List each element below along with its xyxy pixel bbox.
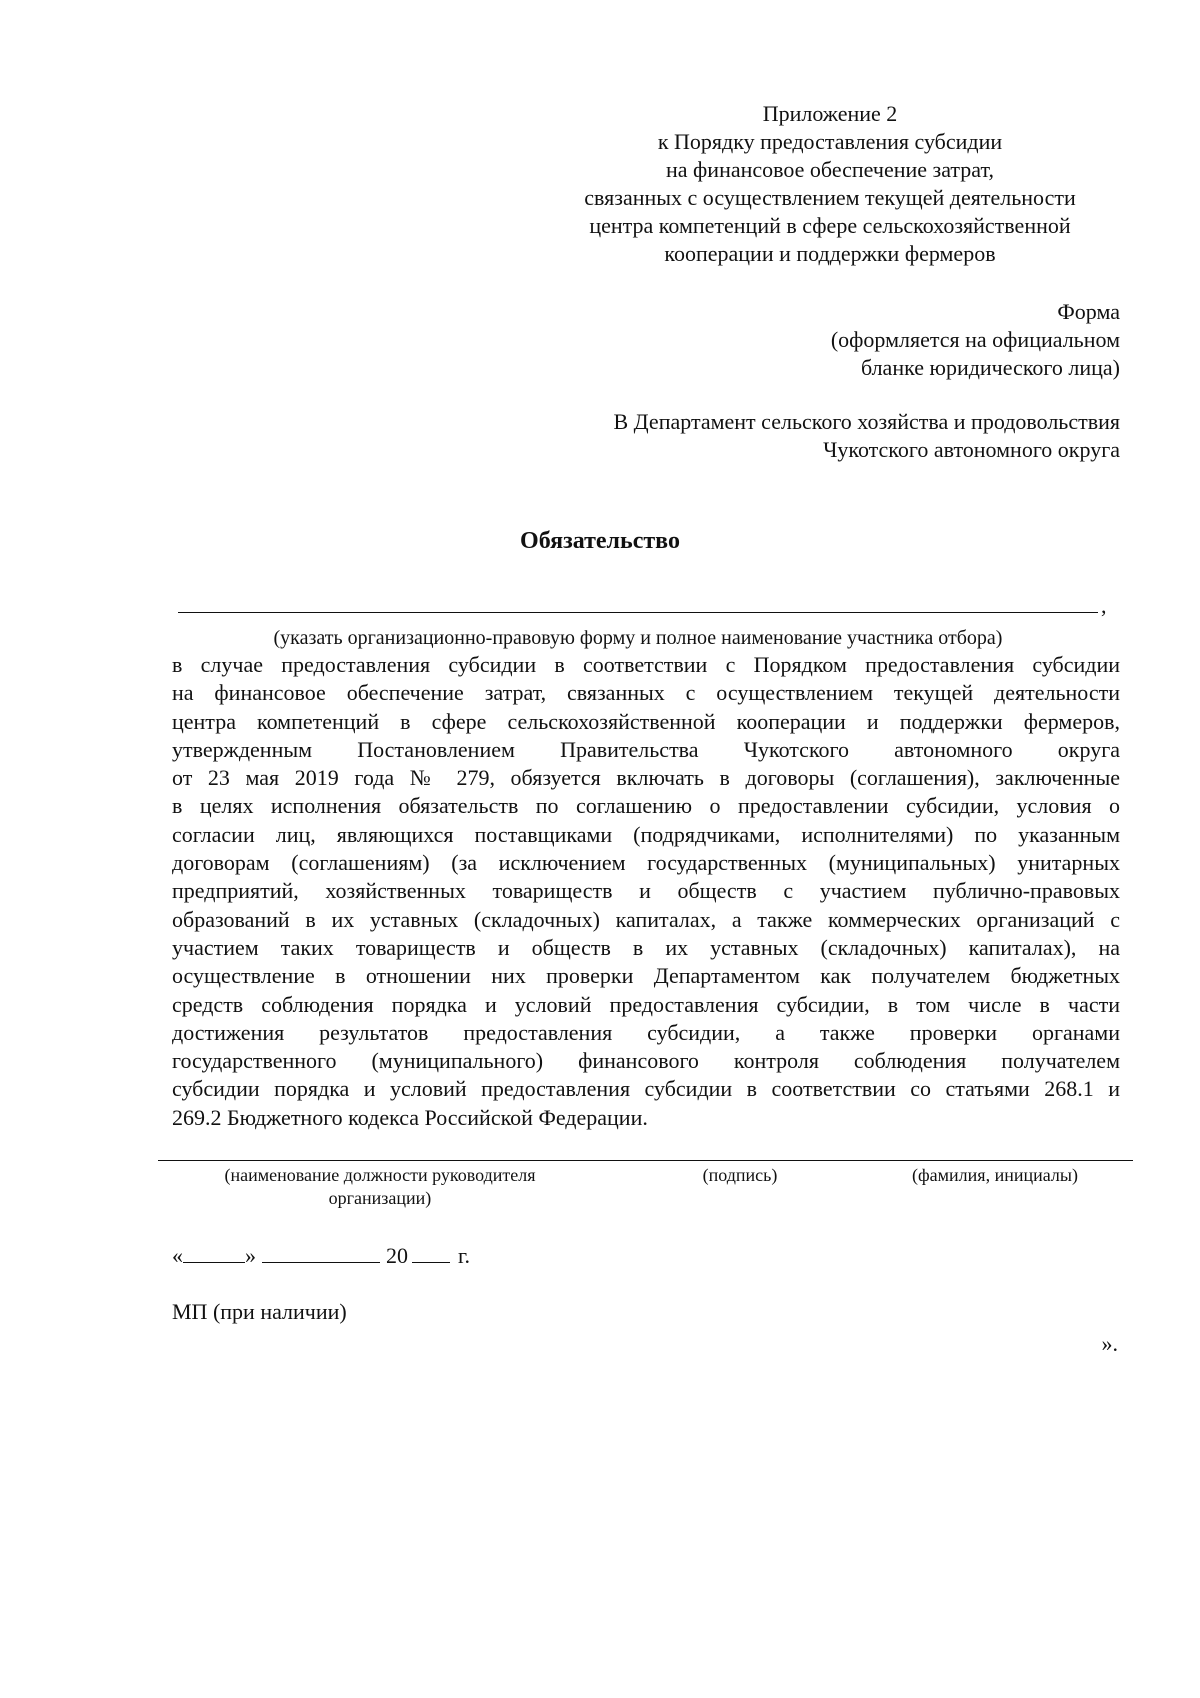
body-line: утвержденным Постановлением Правительства Чукотского автономного округа xyxy=(172,736,1120,762)
signature-position-label xyxy=(200,1164,560,1210)
participant-name-blank xyxy=(178,611,1098,613)
body-line: от 23 мая 2019 года № 279, обязуется включать в договоры (соглашения), заключенные xyxy=(172,765,1120,791)
appendix-header xyxy=(540,100,1120,268)
date-open-quote: « xyxy=(172,1243,183,1268)
body-line: на финансовое обеспечение затрат, связанных с осуществлением текущей деятельности xyxy=(172,680,1120,706)
signature-name-label: (фамилия, инициалы) xyxy=(912,1165,1078,1185)
obligation-body xyxy=(172,651,1120,1132)
date-line xyxy=(172,1242,470,1270)
signature-position-label-line: организации) xyxy=(328,1188,432,1208)
appendix-line: центра компетенций в сфере сельскохозяйственной xyxy=(589,213,1071,238)
date-century: 20 xyxy=(386,1243,408,1268)
body-line: средств соблюдения порядка и условий предоставления субсидии, в том числе в части xyxy=(172,991,1120,1017)
body-line: участием таких товариществ и обществ в их уставных (складочных) капиталах), на xyxy=(172,934,1120,960)
body-line: в случае предоставления субсидии в соответствии с Порядком предоставления субсидии xyxy=(172,652,1120,677)
addressee-line: В Департамент сельского хозяйства и продовольствия xyxy=(613,409,1120,434)
body-line: государственного (муниципального) финансового контроля соблюдения получателем xyxy=(172,1048,1120,1074)
closing-quote: ». xyxy=(1101,1331,1118,1356)
appendix-line: Приложение 2 xyxy=(762,101,898,126)
signature-line xyxy=(158,1160,1133,1161)
form-note xyxy=(831,298,1120,382)
body-line: центра компетенций в сфере сельскохозяйственной кооперации и поддержки фермеров, xyxy=(172,708,1120,734)
addressee xyxy=(613,408,1120,464)
signature-position-label-line: (наименование должности руководителя xyxy=(224,1165,536,1185)
form-note-line: Форма xyxy=(1057,299,1120,324)
form-note-line: (оформляется на официальном xyxy=(830,327,1120,352)
body-line: образований в их уставных (складочных) капиталах, а также коммерческих организаций с xyxy=(172,906,1120,932)
addressee-line: Чукотского автономного округа xyxy=(823,437,1120,462)
body-line: достижения результатов предоставления субсидии, а также проверки органами xyxy=(172,1019,1120,1045)
date-month-blank xyxy=(262,1242,380,1263)
appendix-line: к Порядку предоставления субсидии xyxy=(657,129,1003,154)
body-line: предприятий, хозяйственных товариществ и обществ с участием публично-правовых xyxy=(172,878,1120,904)
participant-comma: , xyxy=(1101,593,1107,618)
document-title: Обязательство xyxy=(520,528,680,554)
appendix-line: кооперации и поддержки фермеров xyxy=(664,241,996,266)
body-line: согласии лиц, являющихся поставщиками (подрядчиками, исполнителями) по указанным xyxy=(172,821,1120,847)
body-line: 269.2 Бюджетного кодекса Российской Федерации. xyxy=(172,1104,648,1130)
appendix-line: связанных с осуществлением текущей деятельности xyxy=(584,185,1076,210)
participant-hint: (указать организационно-правовую форму и полное наименование участника отбора) xyxy=(273,627,1003,649)
date-year-suffix: г. xyxy=(458,1243,471,1268)
date-close-quote: » xyxy=(245,1243,256,1268)
stamp-place-label: МП (при наличии) xyxy=(172,1299,347,1324)
date-year-blank xyxy=(412,1242,450,1263)
appendix-line: на финансовое обеспечение затрат, xyxy=(666,157,994,182)
signature-sign-label: (подпись) xyxy=(702,1165,778,1185)
form-note-line: бланке юридического лица) xyxy=(860,355,1120,380)
body-line: договорам (соглашениям) (за исключением государственных (муниципальных) унитарных xyxy=(172,850,1120,876)
date-day-blank xyxy=(183,1242,245,1263)
body-line: в целях исполнения обязательств по соглашению о предоставлении субсидии, условия о xyxy=(172,793,1120,819)
body-line: осуществление в отношении них проверки Департаментом как получателем бюджетных xyxy=(172,963,1120,989)
body-line: субсидии порядка и условий предоставления субсидии в соответствии со статьями 268.1 и xyxy=(172,1076,1120,1102)
